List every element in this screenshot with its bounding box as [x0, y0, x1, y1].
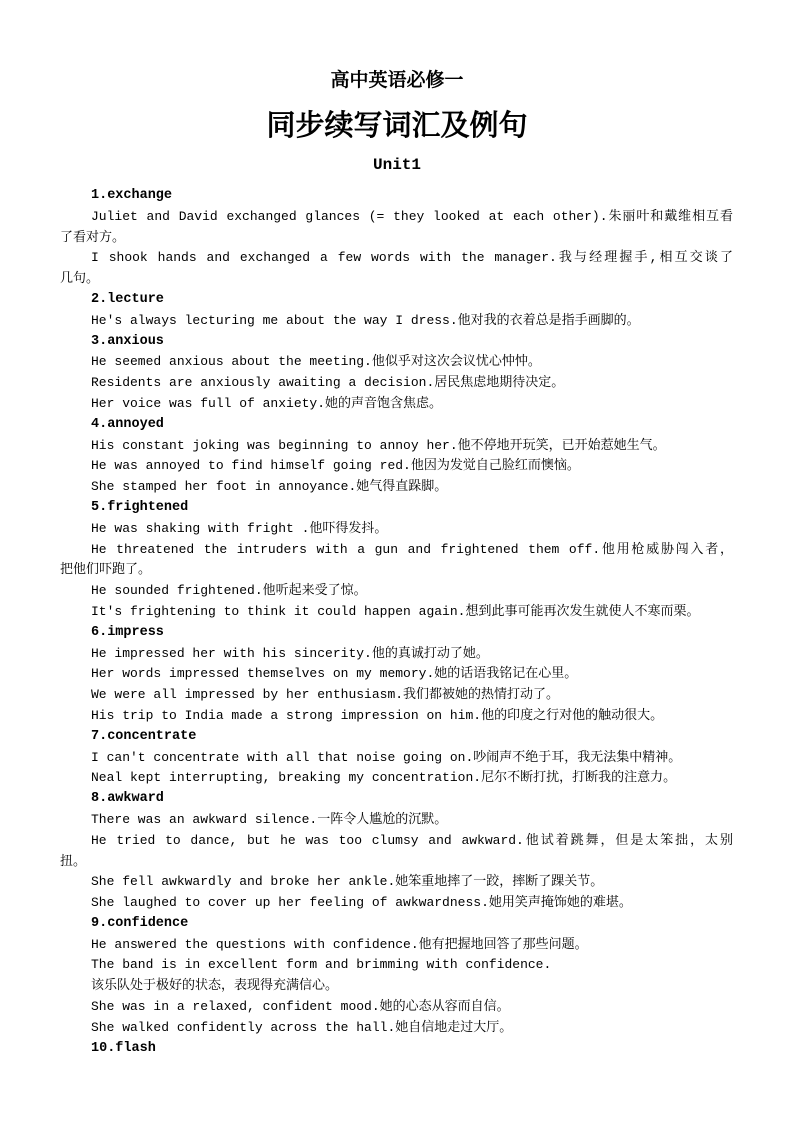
example-line: He tried to dance, but he was too clumsy and awkward.他试着跳舞，但是太笨拙，太别 [91, 832, 733, 848]
example-sentence [60, 436, 733, 457]
example-line: He's always lecturing me about the way I dress.他对我的衣着总是指手画脚的。 [91, 312, 640, 328]
example-sentence [60, 831, 733, 873]
example-line-continued: 扭。 [60, 853, 87, 869]
example-sentence [60, 768, 733, 789]
entry-heading: 7.concentrate [91, 728, 197, 744]
vocab-entry [60, 727, 733, 789]
example-line: Juliet and David exchanged glances (= they looked at each other).朱丽叶和戴维相互看 [91, 208, 733, 224]
example-line: He was annoyed to find himself going red.他因为发觉自己脸红而懊恼。 [91, 458, 580, 474]
example-sentence [60, 664, 733, 685]
example-sentence [60, 893, 733, 914]
example-line: He sounded frightened.他听起来受了惊。 [91, 583, 367, 599]
example-line: He threatened the intruders with a gun and frightened them off.他用枪威胁闯入者， [91, 541, 733, 557]
example-sentence [60, 644, 733, 665]
example-sentence [60, 352, 733, 373]
vocab-entry [60, 623, 733, 727]
example-line: Residents are anxiously awaiting a decision.居民焦虑地期待决定。 [91, 375, 565, 391]
example-line: 该乐队处于极好的状态，表现得充满信心。 [91, 978, 339, 994]
example-sentence [60, 955, 733, 976]
example-line-continued: 把他们吓跑了。 [60, 562, 152, 578]
vocab-entry [60, 789, 733, 914]
vocabulary-list [60, 186, 733, 1059]
example-sentence [60, 872, 733, 893]
example-line: He answered the questions with confidence.他有把握地回答了那些问题。 [91, 936, 588, 952]
example-sentence [60, 976, 733, 997]
example-sentence [60, 248, 733, 290]
example-line: She fell awkwardly and broke her ankle.她笨重地摔了一跤，摔断了踝关节。 [91, 874, 604, 890]
example-sentence [60, 311, 733, 332]
document-title: 同步续写词汇及例句 [266, 108, 528, 142]
example-sentence [60, 685, 733, 706]
example-sentence [60, 207, 733, 249]
example-sentence [60, 810, 733, 831]
example-line: The band is in excellent form and brimming with confidence. [91, 957, 552, 973]
entry-heading: 3.anxious [91, 333, 164, 349]
example-line: She laughed to cover up her feeling of awkwardness.她用笑声掩饰她的难堪。 [91, 895, 632, 911]
example-line: She walked confidently across the hall.她自信地走过大厅。 [91, 1019, 513, 1035]
example-sentence [60, 602, 733, 623]
example-sentence [60, 373, 733, 394]
vocab-entry [60, 290, 733, 332]
entry-heading: 10.flash [91, 1040, 156, 1056]
example-sentence [60, 456, 733, 477]
example-sentence [60, 581, 733, 602]
example-line: Her words impressed themselves on my memory.她的话语我铭记在心里。 [91, 666, 578, 682]
vocab-entry [60, 332, 733, 415]
vocab-entry [60, 914, 733, 1039]
example-line: He impressed her with his sincerity.他的真诚打动了她。 [91, 645, 489, 661]
example-line: I can't concentrate with all that noise going on.吵闹声不绝于耳，我无法集中精神。 [91, 749, 682, 765]
vocab-entry [60, 415, 733, 498]
document-subtitle: 高中英语必修一 [330, 69, 464, 91]
example-line: He seemed anxious about the meeting.他似乎对这次会议忧心忡忡。 [91, 354, 541, 370]
vocab-entry [60, 498, 733, 623]
example-sentence [60, 935, 733, 956]
entry-heading: 1.exchange [91, 188, 173, 203]
example-sentence [60, 394, 733, 415]
example-line: She was in a relaxed, confident mood.她的心态从容而自信。 [91, 999, 510, 1015]
entry-heading: 9.confidence [91, 915, 189, 931]
entry-heading: 8.awkward [91, 791, 164, 807]
example-sentence [60, 540, 733, 582]
example-sentence [60, 706, 733, 727]
example-line: Her voice was full of anxiety.她的声音饱含焦虑。 [91, 395, 443, 411]
example-line-continued: 几句。 [60, 271, 100, 287]
example-line: It's frightening to think it could happen again.想到此事可能再次发生就使人不寒而栗。 [91, 603, 700, 619]
example-line: His constant joking was beginning to annoy her.他不停地开玩笑，已开始惹她生气。 [91, 437, 666, 453]
entry-heading: 4.annoyed [91, 416, 164, 432]
entry-heading: 5.frightened [91, 499, 189, 515]
example-sentence [60, 997, 733, 1018]
example-line: He was shaking with fright .他吓得发抖。 [91, 520, 388, 536]
example-line: There was an awkward silence.一阵令人尴尬的沉默。 [91, 811, 448, 827]
entry-heading: 2.lecture [91, 291, 164, 307]
example-line: We were all impressed by her enthusiasm.我们都被她的热情打动了。 [91, 687, 560, 703]
vocab-entry [60, 1039, 733, 1060]
example-line: She stamped her foot in annoyance.她气得直跺脚。 [91, 479, 448, 495]
example-line: I shook hands and exchanged a few words with the manager.我与经理握手,相互交谈了 [91, 250, 733, 266]
example-line-continued: 了看对方。 [60, 229, 126, 245]
entry-heading: 6.impress [91, 624, 164, 640]
example-sentence [60, 748, 733, 769]
example-sentence [60, 477, 733, 498]
example-line: Neal kept interrupting, breaking my concentration.尼尔不断打扰，打断我的注意力。 [91, 770, 677, 786]
example-line: His trip to India made a strong impression on him.他的印度之行对他的触动很大。 [91, 707, 664, 723]
unit-label: Unit1 [372, 156, 421, 174]
example-sentence [60, 519, 733, 540]
example-sentence [60, 1018, 733, 1039]
vocab-entry [60, 186, 733, 290]
